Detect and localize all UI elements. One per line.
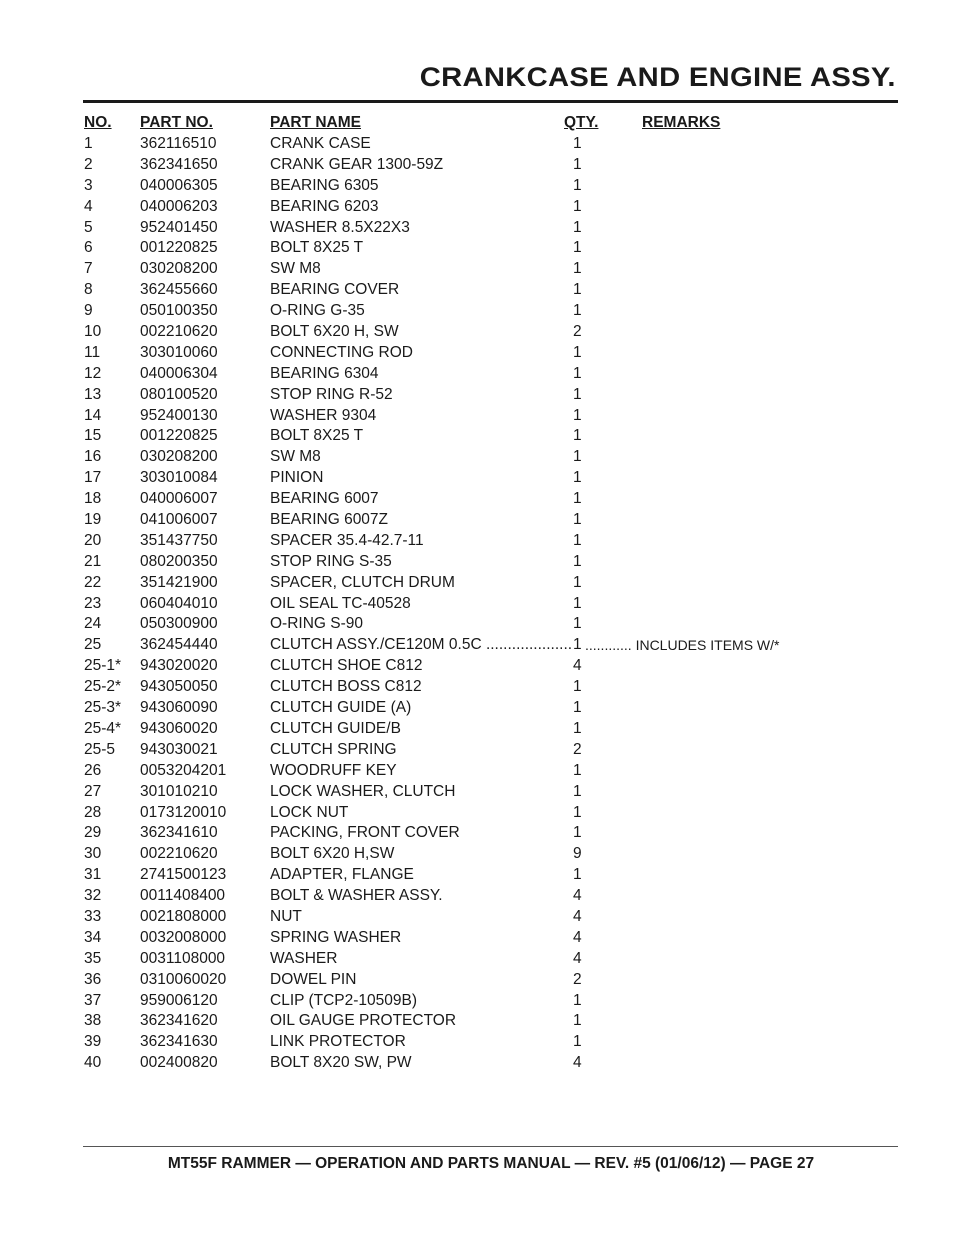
row-number: 25 (84, 636, 102, 654)
row-number: 20 (84, 531, 102, 549)
row-number: 36 (84, 970, 102, 988)
quantity: 1 (573, 824, 582, 842)
table-row (0, 865, 954, 886)
table-row (0, 364, 954, 385)
row-number: 31 (84, 866, 102, 884)
quantity: 2 (573, 740, 582, 758)
row-number: 30 (84, 845, 102, 863)
quantity: 1 (573, 719, 582, 737)
table-row (0, 1032, 954, 1053)
row-number: 29 (84, 824, 102, 842)
quantity: 4 (573, 907, 582, 925)
part-name: O-RING S-90 (270, 615, 364, 633)
row-number: 13 (84, 385, 102, 403)
row-number: 3 (84, 176, 93, 194)
part-name: CLIP (TCP2-10509B) (270, 991, 418, 1009)
table-row (0, 970, 954, 991)
part-number: 943060020 (140, 719, 218, 737)
header-no: NO. (84, 114, 112, 131)
row-number: 35 (84, 949, 102, 967)
quantity: 4 (573, 949, 582, 967)
part-number: 030208200 (140, 448, 218, 466)
row-number: 16 (84, 448, 102, 466)
table-row (0, 677, 954, 698)
table-row (0, 385, 954, 406)
quantity: 1 (573, 1012, 582, 1030)
part-number: 002400820 (140, 1054, 218, 1072)
part-number: 040006305 (140, 176, 218, 194)
part-number: 001220825 (140, 427, 218, 445)
table-row (0, 761, 954, 782)
quantity: 1 (573, 155, 582, 173)
table-row (0, 468, 954, 489)
quantity: 1 (573, 281, 582, 299)
part-number: 943050050 (140, 678, 218, 696)
part-name: CRANK GEAR 1300-59Z (270, 155, 444, 173)
table-row (0, 280, 954, 301)
part-name: OIL SEAL TC-40528 (270, 594, 411, 612)
quantity: 1 (573, 1033, 582, 1051)
row-number: 34 (84, 928, 102, 946)
part-number: 080200350 (140, 552, 218, 570)
part-number: 0011408400 (140, 887, 226, 905)
table-row (0, 1053, 954, 1074)
quantity: 1 (573, 197, 582, 215)
part-name: BOLT 6X20 H, SW (270, 323, 399, 341)
part-number: 2741500123 (140, 866, 227, 884)
header-qty: QTY. (564, 114, 599, 131)
page-title: CRANKCASE AND ENGINE ASSY. (419, 62, 896, 92)
table-row (0, 991, 954, 1012)
part-name: LOCK NUT (270, 803, 349, 821)
part-number: 362341620 (140, 1012, 218, 1030)
row-number: 27 (84, 782, 102, 800)
part-name: BOLT 8X25 T (270, 427, 364, 445)
table-row (0, 426, 954, 447)
part-name: CLUTCH GUIDE (A) (270, 699, 412, 717)
quantity: 1 (573, 469, 582, 487)
part-number: 0173120010 (140, 803, 227, 821)
row-number: 39 (84, 1033, 102, 1051)
row-number: 18 (84, 490, 102, 508)
part-number: 362341630 (140, 1033, 218, 1051)
table-row (0, 782, 954, 803)
table-row (0, 886, 954, 907)
quantity: 4 (573, 887, 582, 905)
part-name: WASHER (270, 949, 338, 967)
quantity: 1 (573, 135, 582, 152)
title-divider (83, 100, 898, 103)
part-name: BEARING 6203 (270, 197, 379, 215)
row-number: 25-3* (84, 699, 122, 717)
part-number: 351421900 (140, 573, 218, 591)
table-row (0, 238, 954, 259)
part-number: 943030021 (140, 740, 218, 758)
quantity: 2 (573, 970, 582, 988)
footer-divider (83, 1146, 898, 1147)
part-name: LINK PROTECTOR (270, 1033, 406, 1051)
quantity: 1 (573, 239, 582, 257)
row-number: 5 (84, 218, 93, 236)
row-number: 22 (84, 573, 102, 591)
quantity: 1 (573, 636, 582, 654)
part-name: WASHER 9304 (270, 406, 377, 424)
table-row (0, 552, 954, 573)
row-number: 40 (84, 1054, 102, 1072)
part-name: SW M8 (270, 448, 321, 466)
table-header (0, 114, 954, 134)
part-name: CLUTCH BOSS C812 (270, 678, 422, 696)
table-row (0, 406, 954, 427)
quantity: 4 (573, 657, 582, 675)
part-number: 0310060020 (140, 970, 227, 988)
part-number: 362341650 (140, 155, 218, 173)
row-number: 6 (84, 239, 93, 257)
table-row (0, 489, 954, 510)
row-number: 25-4* (84, 719, 122, 737)
table-row (0, 698, 954, 719)
table-row (0, 740, 954, 761)
quantity: 9 (573, 845, 582, 863)
part-number: 040006007 (140, 490, 218, 508)
part-name: CLUTCH ASSY./CE120M 0.5C .................... (270, 636, 573, 654)
part-name: CONNECTING ROD (270, 343, 413, 361)
quantity: 4 (573, 928, 582, 946)
quantity: 1 (573, 531, 582, 549)
part-number: 943060090 (140, 699, 218, 717)
quantity: 1 (573, 803, 582, 821)
row-number: 25-5 (84, 740, 116, 758)
part-name: PACKING, FRONT COVER (270, 824, 460, 842)
part-name: SPACER, CLUTCH DRUM (270, 573, 455, 591)
quantity: 1 (573, 991, 582, 1009)
quantity: 1 (573, 385, 582, 403)
table-row (0, 1011, 954, 1032)
part-name: BOLT & WASHER ASSY. (270, 887, 443, 905)
row-number: 24 (84, 615, 102, 633)
part-number: 0032008000 (140, 928, 227, 946)
part-name: CLUTCH SHOE C812 (270, 657, 423, 675)
row-number: 25-1* (84, 657, 122, 675)
row-number: 7 (84, 260, 93, 278)
part-number: 060404010 (140, 594, 218, 612)
part-name: DOWEL PIN (270, 970, 357, 988)
part-name: STOP RING S-35 (270, 552, 392, 570)
quantity: 1 (573, 260, 582, 278)
row-number: 21 (84, 552, 102, 570)
part-name: SPRING WASHER (270, 928, 402, 946)
quantity: 1 (573, 552, 582, 570)
remarks: ............ INCLUDES ITEMS W/* (585, 637, 780, 654)
part-number: 303010084 (140, 469, 218, 487)
part-name: ADAPTER, FLANGE (270, 866, 414, 884)
part-number: 362116510 (140, 135, 217, 152)
part-number: 040006304 (140, 364, 218, 382)
quantity: 1 (573, 782, 582, 800)
row-number: 9 (84, 302, 93, 320)
table-row (0, 823, 954, 844)
row-number: 23 (84, 594, 102, 612)
part-number: 362454440 (140, 636, 218, 654)
quantity: 1 (573, 699, 582, 717)
quantity: 2 (573, 323, 582, 341)
part-name: SPACER 35.4-42.7-11 (270, 531, 424, 549)
part-number: 362341610 (140, 824, 218, 842)
quantity: 1 (573, 573, 582, 591)
parts-table (0, 134, 954, 1074)
part-name: BOLT 8X20 SW, PW (270, 1054, 412, 1072)
part-number: 040006203 (140, 197, 218, 215)
part-name: BOLT 8X25 T (270, 239, 364, 257)
table-row (0, 531, 954, 552)
row-number: 28 (84, 803, 102, 821)
row-number: 2 (84, 155, 93, 173)
part-name: LOCK WASHER, CLUTCH (270, 782, 456, 800)
part-name: BEARING COVER (270, 281, 400, 299)
table-row (0, 949, 954, 970)
part-number: 002210620 (140, 323, 218, 341)
table-row (0, 573, 954, 594)
table-row (0, 343, 954, 364)
table-row (0, 635, 954, 656)
header-part-name: PART NAME (270, 114, 361, 131)
table-row (0, 928, 954, 949)
quantity: 1 (573, 490, 582, 508)
row-number: 33 (84, 907, 102, 925)
table-row (0, 447, 954, 468)
part-number: 0053204201 (140, 761, 227, 779)
part-name: CLUTCH SPRING (270, 740, 397, 758)
part-name: BEARING 6304 (270, 364, 379, 382)
quantity: 1 (573, 302, 582, 320)
part-number: 041006007 (140, 511, 218, 529)
part-number: 050300900 (140, 615, 218, 633)
quantity: 1 (573, 448, 582, 466)
row-number: 11 (84, 343, 101, 361)
part-number: 002210620 (140, 845, 218, 863)
part-number: 943020020 (140, 657, 218, 675)
quantity: 4 (573, 1054, 582, 1072)
part-name: SW M8 (270, 260, 321, 278)
part-name: BEARING 6305 (270, 176, 379, 194)
table-row (0, 301, 954, 322)
part-name: PINION (270, 469, 324, 487)
part-number: 080100520 (140, 385, 218, 403)
part-name: O-RING G-35 (270, 302, 365, 320)
row-number: 4 (84, 197, 93, 215)
quantity: 1 (573, 615, 582, 633)
table-row (0, 844, 954, 865)
row-number: 37 (84, 991, 102, 1009)
part-name: OIL GAUGE PROTECTOR (270, 1012, 457, 1030)
quantity: 1 (573, 364, 582, 382)
table-row (0, 259, 954, 280)
row-number: 19 (84, 511, 102, 529)
part-number: 952401450 (140, 218, 218, 236)
quantity: 1 (573, 594, 582, 612)
quantity: 1 (573, 866, 582, 884)
table-row (0, 594, 954, 615)
table-row (0, 197, 954, 218)
table-row (0, 510, 954, 531)
part-number: 303010060 (140, 343, 218, 361)
row-number: 38 (84, 1012, 102, 1030)
part-number: 001220825 (140, 239, 218, 257)
quantity: 1 (573, 343, 582, 361)
part-number: 959006120 (140, 991, 218, 1009)
table-row (0, 614, 954, 635)
row-number: 26 (84, 761, 102, 779)
row-number: 12 (84, 364, 102, 382)
part-number: 351437750 (140, 531, 218, 549)
header-remarks: REMARKS (642, 114, 721, 131)
table-row (0, 322, 954, 343)
table-row (0, 176, 954, 197)
quantity: 1 (573, 176, 582, 194)
table-row (0, 803, 954, 824)
part-name: BOLT 6X20 H,SW (270, 845, 395, 863)
quantity: 1 (573, 511, 582, 529)
quantity: 1 (573, 427, 582, 445)
row-number: 10 (84, 323, 102, 341)
part-name: CLUTCH GUIDE/B (270, 719, 401, 737)
part-name: STOP RING R-52 (270, 385, 393, 403)
table-row (0, 134, 954, 155)
part-name: CRANK CASE (270, 135, 371, 152)
row-number: 1 (84, 135, 93, 152)
part-name: NUT (270, 907, 302, 925)
part-number: 030208200 (140, 260, 218, 278)
part-number: 0021808000 (140, 907, 227, 925)
part-number: 301010210 (140, 782, 218, 800)
row-number: 14 (84, 406, 102, 424)
quantity: 1 (573, 678, 582, 696)
row-number: 8 (84, 281, 93, 299)
quantity: 1 (573, 218, 582, 236)
part-name: WASHER 8.5X22X3 (270, 218, 410, 236)
row-number: 15 (84, 427, 102, 445)
part-number: 362455660 (140, 281, 218, 299)
quantity: 1 (573, 761, 582, 779)
quantity: 1 (573, 406, 582, 424)
part-number: 0031108000 (140, 949, 226, 967)
row-number: 32 (84, 887, 102, 905)
table-row (0, 719, 954, 740)
table-row (0, 218, 954, 239)
part-name: BEARING 6007 (270, 490, 379, 508)
part-number: 050100350 (140, 302, 218, 320)
part-name: BEARING 6007Z (270, 511, 389, 529)
table-row (0, 656, 954, 677)
page-footer: MT55F RAMMER — OPERATION AND PARTS MANUAL — REV. #5 (01/06/12) — PAGE 27 (167, 1155, 815, 1172)
row-number: 25-2* (84, 678, 122, 696)
row-number: 17 (84, 469, 102, 487)
part-number: 952400130 (140, 406, 218, 424)
header-part-no: PART NO. (140, 114, 213, 131)
table-row (0, 155, 954, 176)
table-row (0, 907, 954, 928)
part-name: WOODRUFF KEY (270, 761, 397, 779)
